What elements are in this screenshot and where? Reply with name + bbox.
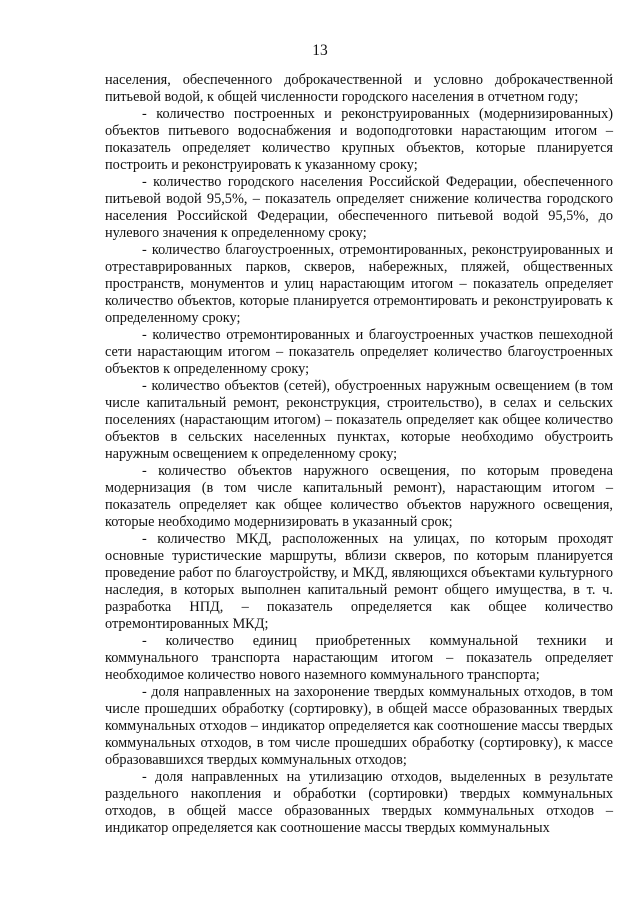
paragraph: - доля направленных на утилизацию отходов, выделенных в результате раздельного накопления и обработки (сортировки) твердых коммунальных отходов, в общей массе образованных твердых коммунальных отходов – индикатор определяется как соотношение массы твердых коммунальных: [105, 769, 613, 836]
paragraph: - количество отремонтированных и благоустроенных участков пешеходной сети нарастающим итогом – показатель определяет количество благоустроенных объектов к определенному сроку;: [105, 327, 613, 377]
paragraph: - количество построенных и реконструированных (модернизированных) объектов питьевого водоснабжения и водоподготовки нарастающим итогом – показатель определяет количество крупных объектов, которые планируется построить и реконструировать к указанному сроку;: [105, 106, 613, 173]
paragraph: - количество единиц приобретенных коммунальной техники и коммунального транспорта нарастающим итогом – показатель определяет необходимое количество нового наземного коммунального транспорта;: [105, 633, 613, 683]
paragraph: - доля направленных на захоронение твердых коммунальных отходов, в том числе прошедших обработку (сортировку), в общей массе образованных твердых коммунальных отходов – индикатор определяется как соотношение массы твердых коммунальных отходов, в том числе прошедших обработку (сортировку), к массе образовавшихся твердых коммунальных отходов;: [105, 684, 613, 768]
paragraph: населения, обеспеченного доброкачественной и условно доброкачественной питьевой водой, к общей численности городского населения в отчетном году;: [105, 72, 613, 105]
paragraph: - количество городского населения Российской Федерации, обеспеченного питьевой водой 95,5%, – показатель определяет снижение количества городского населения Российской Федерации, обеспеченного питьевой водой 95,5%, до нулевого значения к определенному сроку;: [105, 174, 613, 241]
paragraph: - количество объектов наружного освещения, по которым проведена модернизация (в том числе капитальный ремонт), нарастающим итогом – показатель определяет как общее количество объектов наружного освещения, которые необходимо модернизировать в указанный срок;: [105, 463, 613, 530]
body-text: [105, 72, 613, 837]
paragraph: - количество МКД, расположенных на улицах, по которым проходят основные туристические маршруты, вблизи скверов, по которым планируется проведение работ по благоустройству, и МКД, являющихся объектами культурного наследия, в которых выполнен капитальный ремонт общего имущества, в т. ч. разработка НПД, – показатель определяется как общее количество отремонтированных МКД;: [105, 531, 613, 632]
paragraph: - количество благоустроенных, отремонтированных, реконструированных и отреставрированных парков, скверов, набережных, пляжей, общественных пространств, монументов и улиц нарастающим итогом – показатель определяет количество объектов, которые планируется отремонтировать и реконструировать к определенному сроку;: [105, 242, 613, 326]
paragraph: - количество объектов (сетей), обустроенных наружным освещением (в том числе капитальный ремонт, реконструкция, строительство), в селах и сельских поселениях (нарастающим итогом) – показатель определяет как общее количество объектов в сельских населенных пунктах, которые необходимо обустроить наружным освещением к определенному сроку;: [105, 378, 613, 462]
page-number: 13: [312, 42, 328, 59]
